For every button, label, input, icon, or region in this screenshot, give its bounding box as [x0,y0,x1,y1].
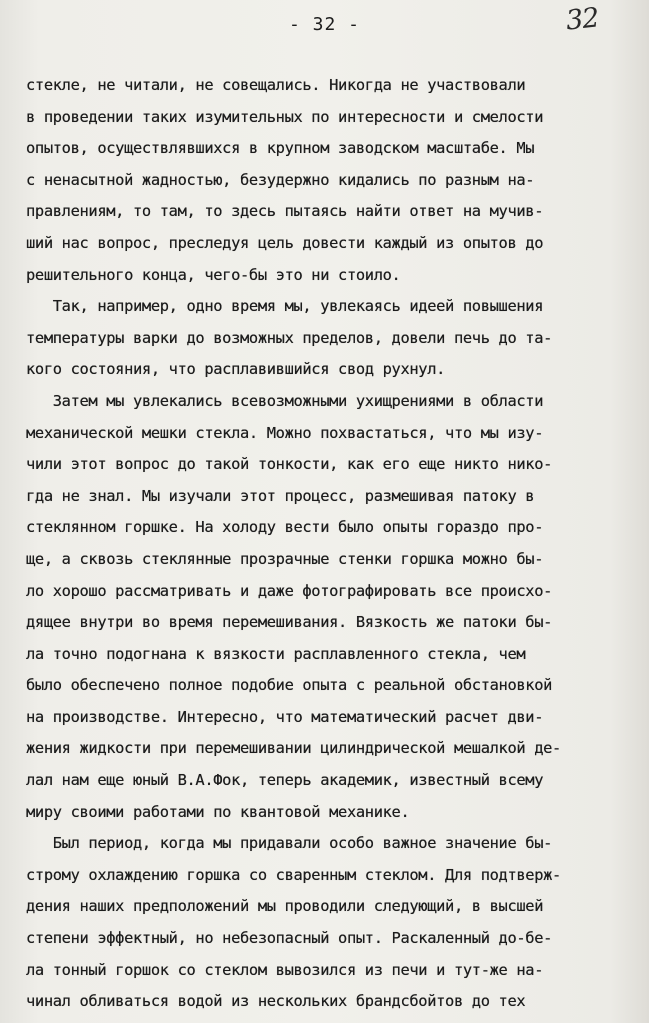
text-line: правлениям, то там, то здесь пытаясь найти ответ на мучив- [26,202,544,221]
text-line: гда не знал. Мы изучали этот процесс, размешивая патоку в [26,486,535,505]
text-line: решительного конца, чего-бы это ни стоило. [26,265,401,284]
text-line: механической мешки стекла. Можно похвастаться, что мы изу- [26,423,544,442]
text-line: стеклянном горшке. На холоду вести было опыты гораздо про- [26,518,544,537]
text-line: в проведении таких изумительных по интересности и смелости [26,107,544,126]
text-line: степени эффектный, но небезопасный опыт. Раскаленный до-бе- [26,929,553,948]
text-line: на производстве. Интересно, что математический расчет дви- [26,707,544,726]
text-line: ший нас вопрос, преследуя цель довести каждый из опытов до [26,233,544,252]
text-line: строму охлаждению горшка со сваренным стеклом. Для подтверж- [26,865,561,884]
text-line: миру своими работами по квантовой механике. [26,802,410,821]
text-line: опытов, осуществлявшихся в крупном заводском масштабе. Мы [26,139,535,158]
text-line: чили этот вопрос до такой тонкости, как его еще никто нико- [26,455,553,474]
handwritten-page-number: 32 [564,2,600,37]
text-line: ще, а сквозь стеклянные прозрачные стенки горшка можно бы- [26,549,544,568]
text-line: жения жидкости при перемешивании цилиндрической мешалкой де- [26,739,561,758]
text-line: Так, например, одно время мы, увлекаясь идеей повышения [26,297,544,316]
text-line: дящее внутри во время перемешивания. Вязкость же патоки бы- [26,613,553,632]
text-line: было обеспечено полное подобие опыта с реальной обстановкой [26,676,553,695]
page-number: - 32 - [288,14,361,35]
body-text [26,70,638,1018]
text-line: ла точно подогнана к вязкости расплавленного стекла, чем [26,644,526,663]
text-line: чинал обливаться водой из нескольких брандсбойтов до тех [26,992,526,1011]
text-line: Был период, когда мы придавали особо важное значение бы- [26,834,553,853]
text-line: лал нам еще юный В.А.Фок, теперь академик, известный всему [26,771,544,790]
text-line: Затем мы увлекались всевозможными ухищрениями в области [26,391,544,410]
text-line: стекле, не читали, не совещались. Никогда не участвовали [26,76,526,94]
text-line: с ненасытной жадностью, безудержно кидались по разным на- [26,170,535,189]
text-line: ло хорошо рассматривать и даже фотографировать все происхо- [26,581,553,600]
text-line: дения наших предположений мы проводили следующий, в высшей [26,897,544,916]
text-line: кого состояния, что расплавившийся свод рухнул. [26,360,446,379]
text-line: температуры варки до возможных пределов, довели печь до та- [26,328,553,347]
text-line: ла тонный горшок со стеклом вывозился из печи и тут-же на- [26,960,544,979]
